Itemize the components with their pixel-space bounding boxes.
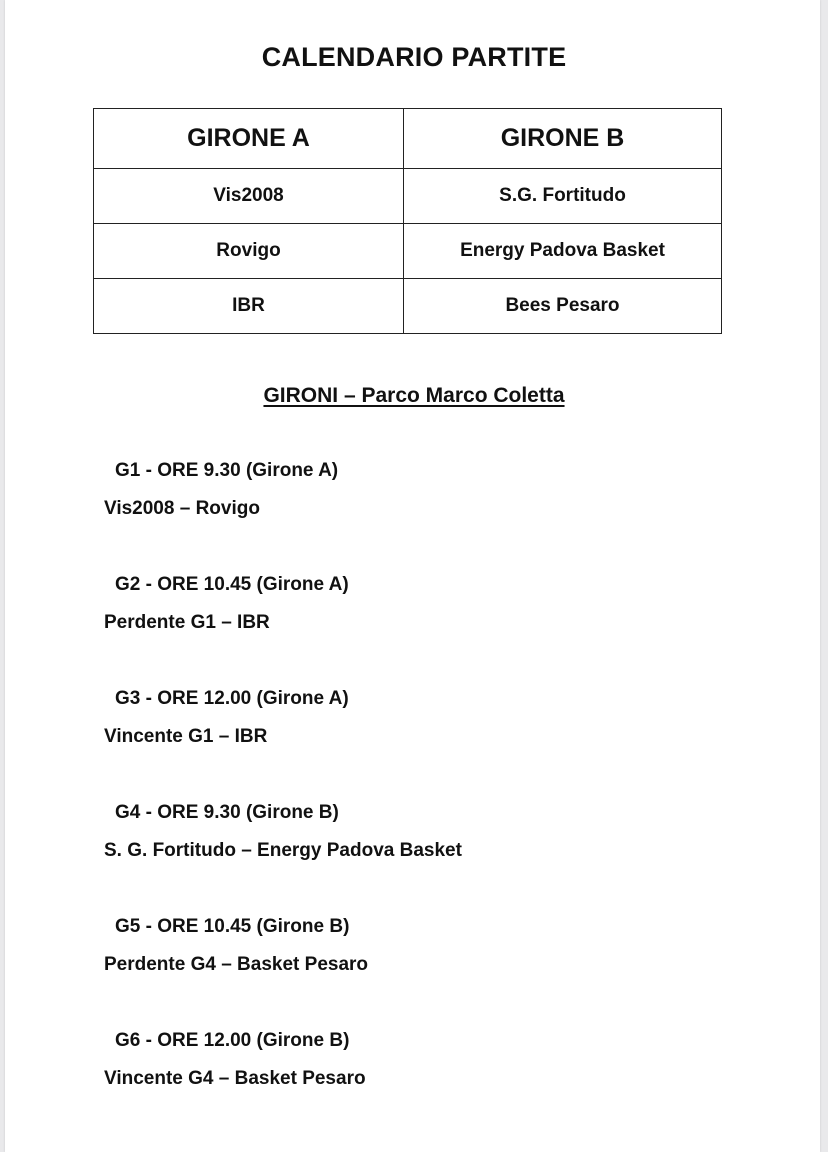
table-cell: Bees Pesaro — [404, 279, 722, 334]
section-title: GIRONI – Parco Marco Coletta — [263, 384, 565, 407]
table-cell: Rovigo — [94, 224, 404, 279]
table-cell: IBR — [94, 279, 404, 334]
match-header: G6 - ORE 12.00 (Girone B) — [115, 1030, 350, 1051]
table-header-row — [94, 109, 722, 169]
match-teams: S. G. Fortitudo – Energy Padova Basket — [104, 840, 462, 861]
groups-table — [93, 108, 722, 334]
match-header: G3 - ORE 12.00 (Girone A) — [115, 688, 349, 709]
column-header-girone-a: GIRONE A — [94, 109, 404, 169]
match-teams: Vincente G4 – Basket Pesaro — [104, 1068, 366, 1089]
table-row — [94, 279, 722, 334]
match-teams: Vis2008 – Rovigo — [104, 498, 260, 519]
table-cell: Vis2008 — [94, 169, 404, 224]
table-cell: S.G. Fortitudo — [404, 169, 722, 224]
table-row — [94, 169, 722, 224]
page-title: CALENDARIO PARTITE — [261, 42, 567, 72]
match-header: G1 - ORE 9.30 (Girone A) — [115, 460, 339, 481]
match-header: G4 - ORE 9.30 (Girone B) — [115, 802, 339, 823]
table-row — [94, 224, 722, 279]
match-header: G2 - ORE 10.45 (Girone A) — [115, 574, 349, 595]
match-teams: Vincente G1 – IBR — [104, 726, 268, 747]
match-header: G5 - ORE 10.45 (Girone B) — [115, 916, 350, 937]
match-teams: Perdente G1 – IBR — [104, 612, 270, 633]
table-cell: Energy Padova Basket — [404, 224, 722, 279]
column-header-girone-b: GIRONE B — [404, 109, 722, 169]
match-teams: Perdente G4 – Basket Pesaro — [104, 954, 369, 975]
